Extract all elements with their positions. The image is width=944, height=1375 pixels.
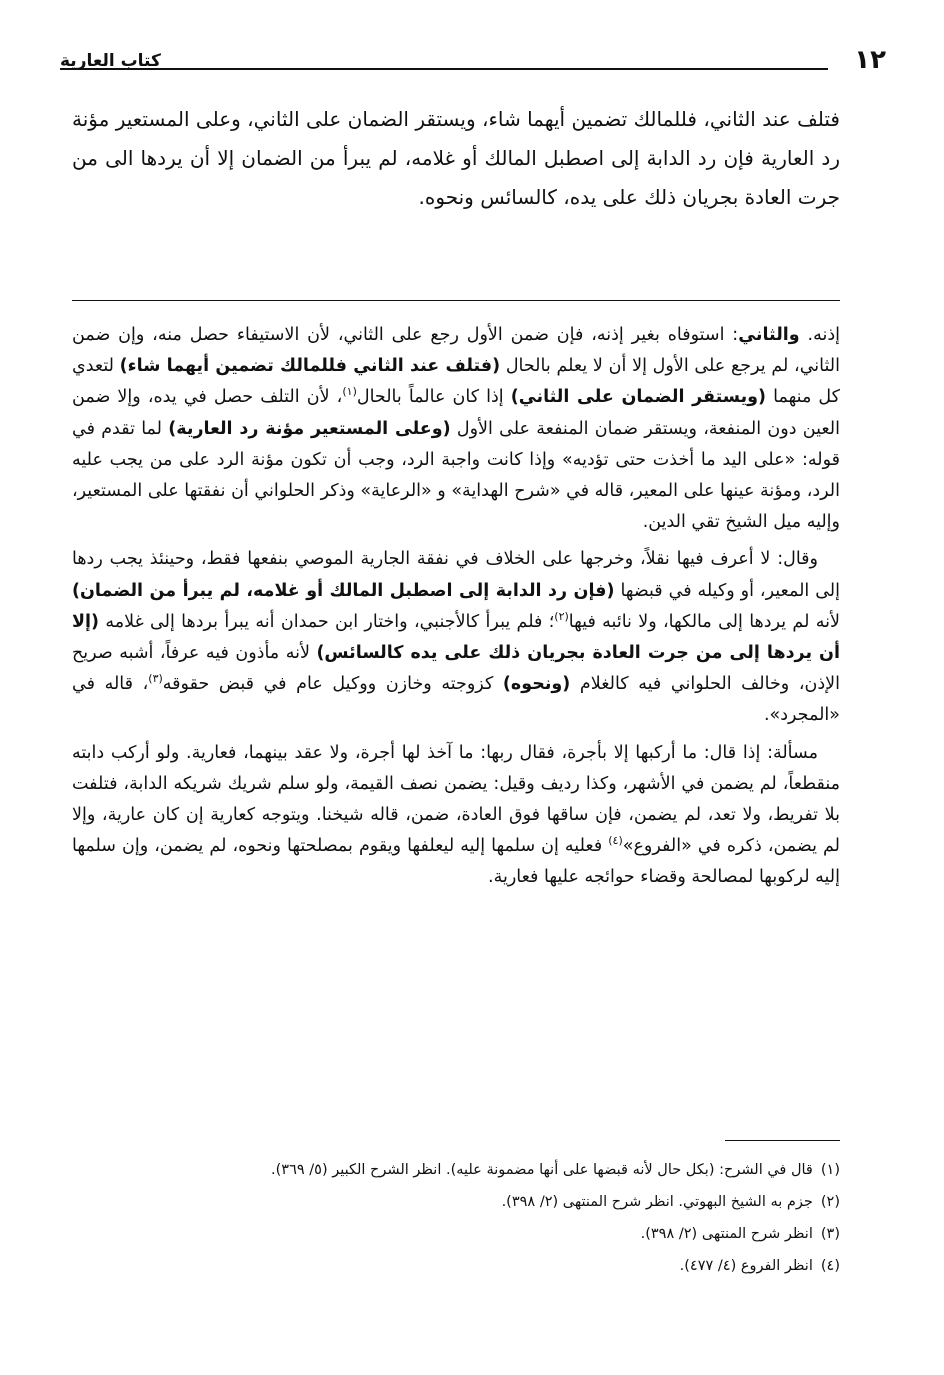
commentary-paragraph-2: [72, 544, 840, 731]
bold-run: والثاني: [738, 325, 800, 345]
commentary: [72, 320, 840, 900]
page-header: [60, 44, 886, 78]
text-run: ؛ فلم يبرأ كالأجنبي، واختار ابن حمدان أنه يبرأ بردها إلى غلامه: [99, 611, 555, 632]
text-run: إذنه.: [799, 325, 840, 345]
running-title: كتاب العارية: [60, 51, 161, 71]
header-rule: [60, 68, 828, 70]
footnote-number: (١): [820, 1162, 840, 1178]
text-run: فعليه إن سلمها إليه ليعلفها ويقوم بمصلحتها ونحوه، لم يضمن، وإن سلمها إليه لركوبها لمصالحة وقضاء حوائجه عليها فعارية.: [72, 836, 840, 888]
text-run: لأنه مأذون فيه عرفاً، أشبه صريح الإذن، وخالف الحلواني فيه كالغلام: [72, 643, 840, 695]
footnotes: [72, 1154, 840, 1282]
footnote-text: انظر شرح المنتهى (٢/ ٣٩٨).: [640, 1226, 813, 1242]
footnote-number: (٤): [820, 1258, 840, 1274]
text-run: مسألة: إذا قال: ما أركبها إلا بأجرة، فقال ربها: ما آخذ لها أجرة، ولا عقد بينهما، فعارية. ولو أركب دابته منقطعاً، لم يضمن في الأشهر، وكذا رديف وقيل: يضمن نصف القيمة، ولو سلم شريك شريكه الدابة، فتلفت بلا تفريط، ولا تعد، لم يضمن، فإن ساقها فوق العادة، ضمن، قاله شيخنا. ويتوجه كعارية إن كان عارية، وإلا لم يضمن، ذكره في «الفروع»: [72, 742, 840, 857]
footnote-ref[interactable]: (٤): [608, 834, 623, 848]
text-run: ، قاله في «المجرد».: [72, 674, 840, 726]
text-run: لأنه لم يردها إلى مالكها، ولا نائبه فيها: [568, 611, 840, 632]
quoted-matn: (فإن رد الدابة إلى اصطبل المالك أو غلامه، لم يبرأ من الضمان): [72, 580, 615, 601]
footnote-1: [72, 1154, 840, 1186]
text-run: إذا كان عالماً بالحال: [356, 387, 511, 408]
quoted-matn: (ونحوه): [502, 674, 571, 695]
text-run: لتعدي كل منهما: [72, 356, 841, 408]
main-text: فتلف عند الثاني، فللمالك تضمين أيهما شاء، ويستقر الضمان على الثاني، وعلى المستعير مؤنة رد العارية فإن رد الدابة إلى اصطبل المالك أو غلامه، لم يبرأ من الضمان إلا أن يردها الى من جرت العادة بجريان ذلك على يده، كالسائس ونحوه.: [72, 107, 840, 209]
footnote-separator: [725, 1140, 840, 1141]
text-run: : استوفاه بغير إذنه، فإن ضمن الأول رجع على الثاني، لأن الاستيفاء حصل منه، وإن ضمن الثاني، لم يرجع على الأول إلا أن لا يعلم بالحال: [72, 325, 840, 377]
text-run: كزوجته وخازن ووكيل عام في قبض حقوقه: [162, 674, 503, 695]
footnote-4: [72, 1250, 840, 1282]
footnote-text: انظر الفروع (٤/ ٤٧٧).: [679, 1258, 813, 1274]
text-run: لما تقدم في قوله: «على اليد ما أخذت حتى تؤديه» وإذا كانت واجبة الرد، وجب أن تكون مؤنة الرد على من يجب عليه الرد، ومؤنة عينها على المعير، قاله في «شرح الهداية» و «الرعاية» وذكر الحلواني أن نفقتها على المستعير، وإليه ميل الشيخ تقي الدين.: [72, 418, 840, 533]
footnote-ref[interactable]: (٢): [554, 610, 569, 623]
text-run: وقال: لا أعرف فيها نقلاً، وخرجها على الخلاف في نفقة الجارية الموصي بنفعها فقط، وحينئذ يجب ردها إلى المعير، أو وكيله في قبضها: [72, 549, 840, 601]
footnote-2: [72, 1186, 840, 1218]
page-number: ١٢: [854, 45, 886, 75]
footnote-ref[interactable]: (٣): [148, 672, 163, 686]
commentary-paragraph-3: [72, 738, 840, 894]
text-run: ، لأن التلف حصل في يده، وإلا ضمن العين دون المنفعة، ويستقر ضمان المنفعة على الأول: [72, 387, 840, 439]
footnote-number: (٢): [820, 1194, 840, 1210]
quoted-matn: (وعلى المستعير مؤنة رد العارية): [168, 418, 451, 439]
footnote-text: جزم به الشيخ البهوتي. انظر شرح المنتهى (٢/ ٣٩٨).: [501, 1194, 813, 1210]
footnote-number: (٣): [820, 1226, 840, 1242]
section-divider: [72, 300, 840, 301]
quoted-matn: (فتلف عند الثاني فللمالك تضمين أيهما شاء): [119, 356, 501, 377]
footnote-3: [72, 1218, 840, 1250]
footnote-ref[interactable]: (١): [342, 385, 357, 399]
quoted-matn: (إلا أن يردها إلى من جرت العادة بجريان ذلك على يده كالسائس): [72, 611, 840, 664]
footnote-text: قال في الشرح: (بكل حال لأنه قبضها على أنها مضمونة عليه). انظر الشرح الكبير (٥/ ٣٦٩).: [271, 1162, 813, 1178]
commentary-paragraph-1: [72, 320, 840, 538]
quoted-matn: (ويستقر الضمان على الثاني): [510, 387, 767, 408]
